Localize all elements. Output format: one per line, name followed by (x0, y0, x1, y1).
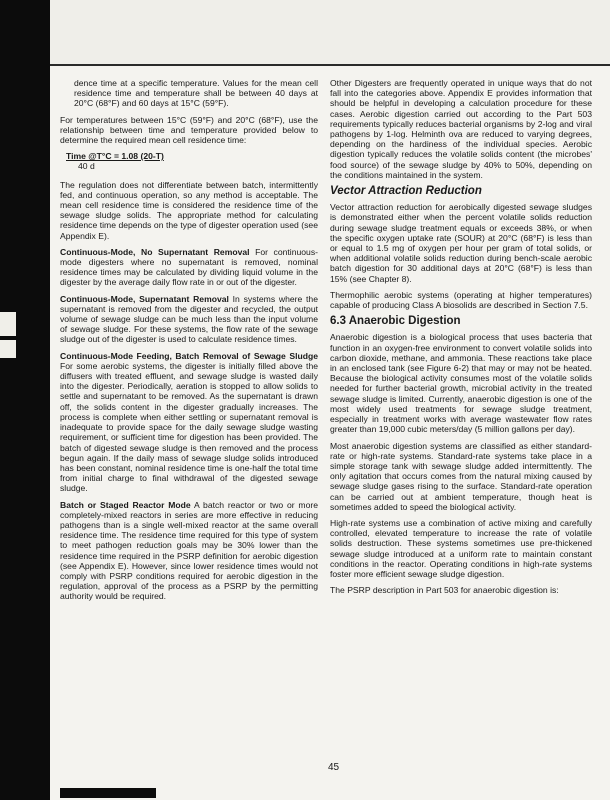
right-column (330, 78, 592, 601)
paragraph: Anaerobic digestion is a biological process that uses bacteria that function in an oxygen-free environment to convert volatile solids into carbon dioxide, methane, and ammonia. These reactions take place in an enclosed tank (see Figure 6-2) that may or may not be heated. Because the biological activity consumes most of the volatile solids needed for further bacterial growth, microbial activity in the treated sewage sludge is limited. Currently, anaerobic digestion is one of the most widely used treatments for sewage sludge treatment, especially in treatment works with average wastewater flow rates greater than 19,000 cubic meters/day (5 million gallons per day). (330, 332, 592, 435)
left-column (60, 78, 318, 608)
run-in-heading: Continuous-Mode, No Supernatant Removal (60, 246, 250, 257)
run-in-heading: Batch or Staged Reactor Mode (60, 499, 191, 510)
paragraph: For temperatures between 15°C (59°F) and 20°C (68°F), use the relationship between time and temperature provided below to determine the required mean cell residence time: (60, 114, 318, 146)
paragraph: Most anaerobic digestion systems are classified as either standard-rate or high-rate systems. Standard-rate systems take place in a simple storage tank with sewage sludge added intermittently. The only agitation that occurs comes from the natural mixing caused by sewage sludge gases rising to the surface. Standard-rate operation can be carried out at ambient temperature, though heat is sometimes added to speed the biological activity. (330, 440, 592, 512)
formula (66, 151, 318, 171)
page-number: 45 (328, 762, 340, 773)
paragraph: The regulation does not differentiate between batch, intermittently fed, and continuous operation, so any method is acceptable. The mean cell residence time is considered the residence time of the sewage sludge solids. The appropriate method for calculating residence time depends on the type of digester operation used (see Appendix E). (60, 179, 318, 241)
paragraph (60, 500, 318, 602)
paragraph-body: For some aerobic systems, the digester is initially filled above the diffusers with treated effluent, and sewage sludge is wasted daily into the digester. Periodically, aeration is stopped to allow solids to settle and supernatant to be removed. As the supernatant is drawn off, the solids content in the digester gradually increases. The process is complete when either settling or supernatant removal is inadequate to provide space for the daily sewage sludge wasting requirement, or sufficient time for digestion has been provided. The batch of digested sewage sludge is then removed and the process begun again. If the daily mass of sewage sludge solids introduced has been constant, nominal residence time is one-half the total time from initial charge to final withdrawal of the digested sewage sludge. (60, 360, 318, 494)
formula-numerator: Time @T°C = 1.08 (20-T) (66, 151, 164, 162)
paragraph: Thermophilic aerobic systems (operating at higher temperatures) capable of producing Class A biosolids are described in Section 7.5. (330, 289, 592, 311)
scan-edge-notch (0, 312, 16, 336)
run-in-heading: Continuous-Mode Feeding, Batch Removal of Sewage Sludge (60, 350, 318, 361)
scan-edge-bar (0, 0, 50, 800)
paragraph (60, 351, 318, 494)
paragraph: The PSRP description in Part 503 for anaerobic digestion is: (330, 585, 559, 596)
section-heading: 6.3 Anaerobic Digestion (330, 315, 461, 328)
paragraph (60, 247, 318, 288)
paragraph-body: For continuous-mode digesters where no supernatant is removed, nominal residence times may be calculated by dividing liquid volume in the digester by the average daily flow rate in or out of the digester. (60, 246, 318, 288)
run-in-heading: Continuous-Mode, Supernatant Removal (60, 293, 229, 304)
paragraph: Other Digesters are frequently operated in unique ways that do not fall into the categories above. Appendix E provides information that should be helpful in developing a calculation procedure for these cases. Aerobic digestion carried out according to the Part 503 requirements typically reduces bacterial organisms by 2-log and viral pathogens by 1-log. Helminth ova are reduced to varying degrees, depending on the hardiness of the individual species. Aerobic digestion typically reduces the volatile solids content (the microbes' food source) of the sewage sludge by 40% to 50%, depending on the conditions maintained in the system. (330, 78, 592, 180)
paragraph: Vector attraction reduction for aerobically digested sewage sludges is demonstrated either when the percent volatile solids reduction during sewage sludge treatment equals or exceeds 38%, or when the specific oxygen uptake rate (SOUR) at 20°C (68°F) is less than or equal to 1.5 mg of oxygen per hour per gram of total solids, or when additional volatile solids reduction during bench-scale aerobic batch digestion for 30 additional days at 20°C (68°F) is less than 15% (see Chapter 8). (330, 202, 592, 284)
scan-bottom-bar (60, 788, 156, 798)
paragraph: dence time at a specific temperature. Values for the mean cell residence time and temperature shall be between 40 days at 20°C (68°F) and 60 days at 15°C (59°F). (74, 78, 318, 109)
scan-top-margin (50, 0, 610, 66)
paragraph: High-rate systems use a combination of active mixing and carefully controlled, elevated temperature to increase the rate of volatile solids destruction. These systems sometimes use pre-thickened sewage sludge introduced at a uniform rate to maintain constant conditions in the reactor. Operating conditions in high-rate systems foster more efficient sewage sludge digestion. (330, 517, 592, 579)
paragraph (60, 294, 318, 345)
section-heading: Vector Attraction Reduction (330, 185, 482, 198)
formula-denominator: 40 d (78, 161, 95, 172)
paragraph-body: A batch reactor or two or more completely-mixed reactors in series are more effective in reducing pathogens than is a single well-mixed reactor at the same overall residence time. The residence time required for this type of system to meet pathogen reduction goals may be 30% lower than the residence time required in the PSRP definition for aerobic digestion (see Appendix E). However, since lower residence times would not comply with PSRP conditions required for aerobic digestion in the regulation, approval of the process as a PSRP by the permitting authority would be required. (60, 499, 318, 602)
paragraph-body: In systems where the supernatant is removed from the digester and recycled, the output volume of sewage sludge can be much less than the input volume of sewage sludge. For these systems, the flow rate of the sewage sludge out of the digester is used to calculate residence times. (60, 293, 318, 345)
scan-edge-notch (0, 340, 16, 358)
